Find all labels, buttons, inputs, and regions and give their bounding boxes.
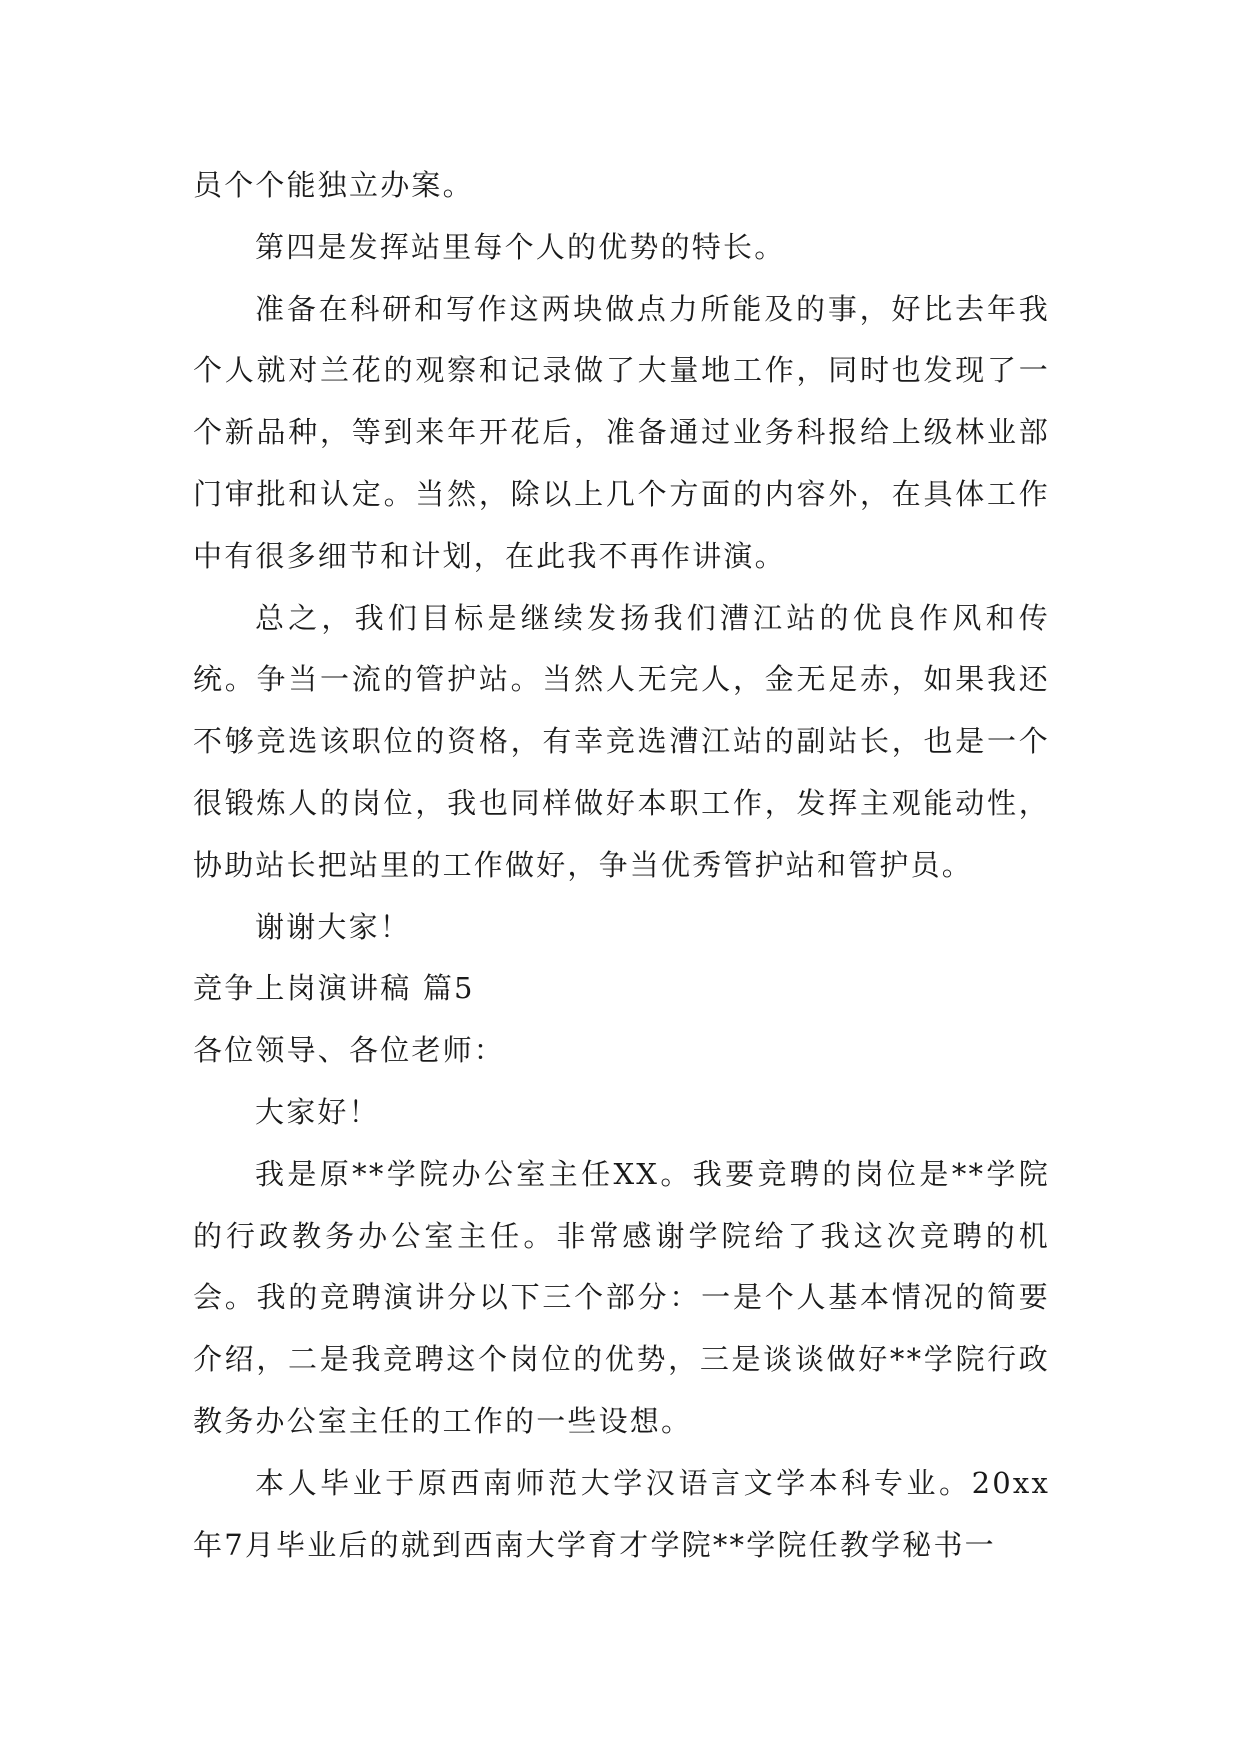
paragraph-background: 本人毕业于原西南师范大学汉语言文学本科专业。20xx年7月毕业后的就到西南大学育才学院**学院任教学秘书一	[193, 1465, 1050, 1562]
salutation: 各位领导、各位老师：	[193, 1033, 506, 1068]
section-heading: 竞争上岗演讲稿 篇5	[193, 971, 475, 1006]
paragraph-fourth-point: 第四是发挥站里每个人的优势的特长。	[255, 229, 786, 264]
document-body	[193, 155, 1050, 1576]
paragraph-research-plan: 准备在科研和写作这两块做点力所能及的事，好比去年我个人就对兰花的观察和记录做了大量地工作，同时也发现了一个新品种，等到来年开花后，准备通过业务科报给上级林业部门审批和认定。当然，除以上几个方面的内容外，在具体工作中有很多细节和计划，在此我不再作讲演。	[193, 291, 1050, 573]
paragraph-thanks: 谢谢大家！	[255, 909, 412, 944]
greeting: 大家好！	[255, 1094, 380, 1129]
paragraph-summary: 总之，我们目标是继续发扬我们漕江站的优良作风和传统。争当一流的管护站。当然人无完人，金无足赤，如果我还不够竞选该职位的资格，有幸竞选漕江站的副站长，也是一个很锻炼人的岗位，我也同样做好本职工作，发挥主观能动性，协助站长把站里的工作做好，争当优秀管护站和管护员。	[193, 600, 1050, 882]
paragraph-introduction: 我是原**学院办公室主任XX。我要竞聘的岗位是**学院的行政教务办公室主任。非常感谢学院给了我这次竞聘的机会。我的竞聘演讲分以下三个部分：一是个人基本情况的简要介绍，二是我竞聘这个岗位的优势，三是谈谈做好**学院行政教务办公室主任的工作的一些设想。	[193, 1156, 1050, 1438]
paragraph-continuation: 员个个能独立办案。	[193, 168, 474, 202]
